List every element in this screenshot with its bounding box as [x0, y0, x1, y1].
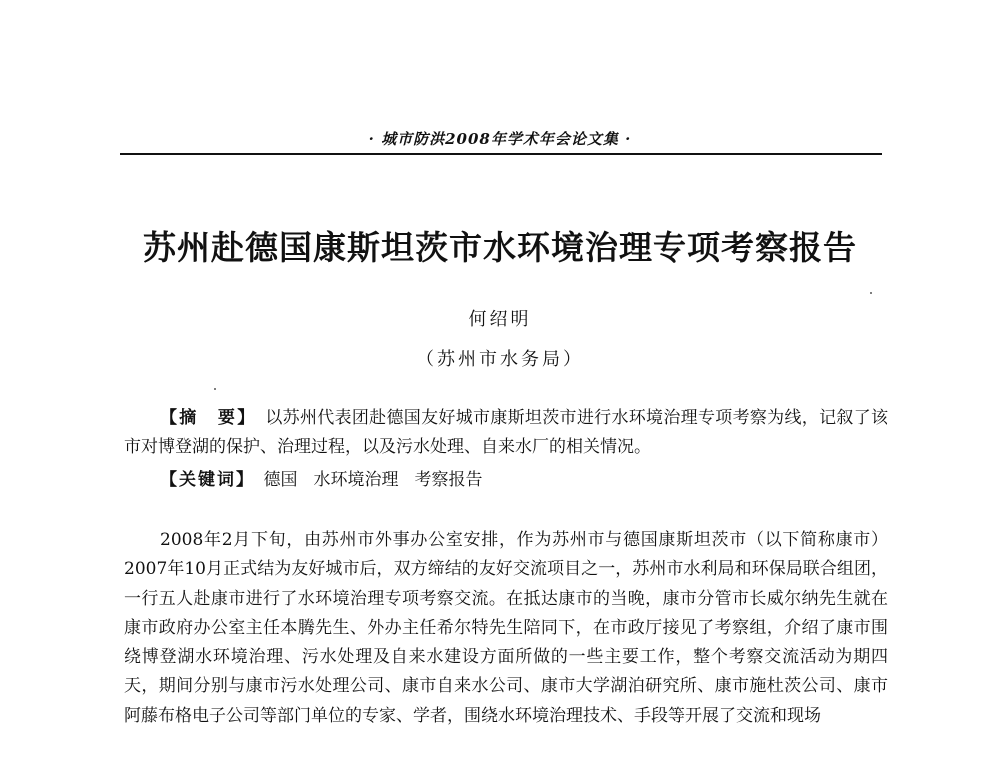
keyword-item: 德国 — [263, 470, 298, 490]
abstract-label: 【摘 要】 — [160, 408, 249, 428]
abstract — [124, 404, 888, 462]
scan-speck — [870, 292, 872, 294]
scan-speck — [214, 388, 216, 390]
body-paragraph: 2008年2月下旬，由苏州市外事办公室安排，作为苏州市与德国康斯坦茨市（以下简称康市）2007年10月正式结为友好城市后，双方缔结的友好交流项目之一，苏州市水利局和环保局联合组团，一行五人赴康市进行了水环境治理专项考察交流。在抵达康市的当晚，康市分管市长威尔纳先生就在康市政府办公室主任本腾先生、外办主任希尔特先生陪同下，在市政厅接见了考察组，介绍了康市围绕博登湖水环境治理、污水处理及自来水建设方面所做的一些主要工作，整个考察交流活动为期四天，期间分别与康市污水处理公司、康市自来水公司、康市大学湖泊研究所、康市施杜茨公司、康市阿藤布格电子公司等部门单位的专家、学者，围绕水环境治理技术、手段等开展了交流和现场 — [124, 530, 888, 726]
abstract-text: 以苏州代表团赴德国友好城市康斯坦茨市进行水环境治理专项考察为线，记叙了该市对博登湖的保护、治理过程，以及污水处理、自来水厂的相关情况。 — [124, 408, 889, 457]
running-header: · 城市防洪2008年学术年会论文集 · — [368, 130, 632, 148]
author-name: 何绍明 — [468, 309, 532, 330]
keywords-label: 【关键词】 — [160, 470, 247, 490]
paper-title: 苏州赴德国康斯坦茨市水环境治理专项考察报告 — [143, 228, 857, 267]
keyword-item: 水环境治理 — [313, 470, 399, 490]
author-affiliation: （苏州市水务局） — [416, 349, 584, 370]
keyword-item: 考察报告 — [414, 470, 483, 490]
header-rule — [120, 153, 882, 155]
keywords — [160, 466, 880, 495]
